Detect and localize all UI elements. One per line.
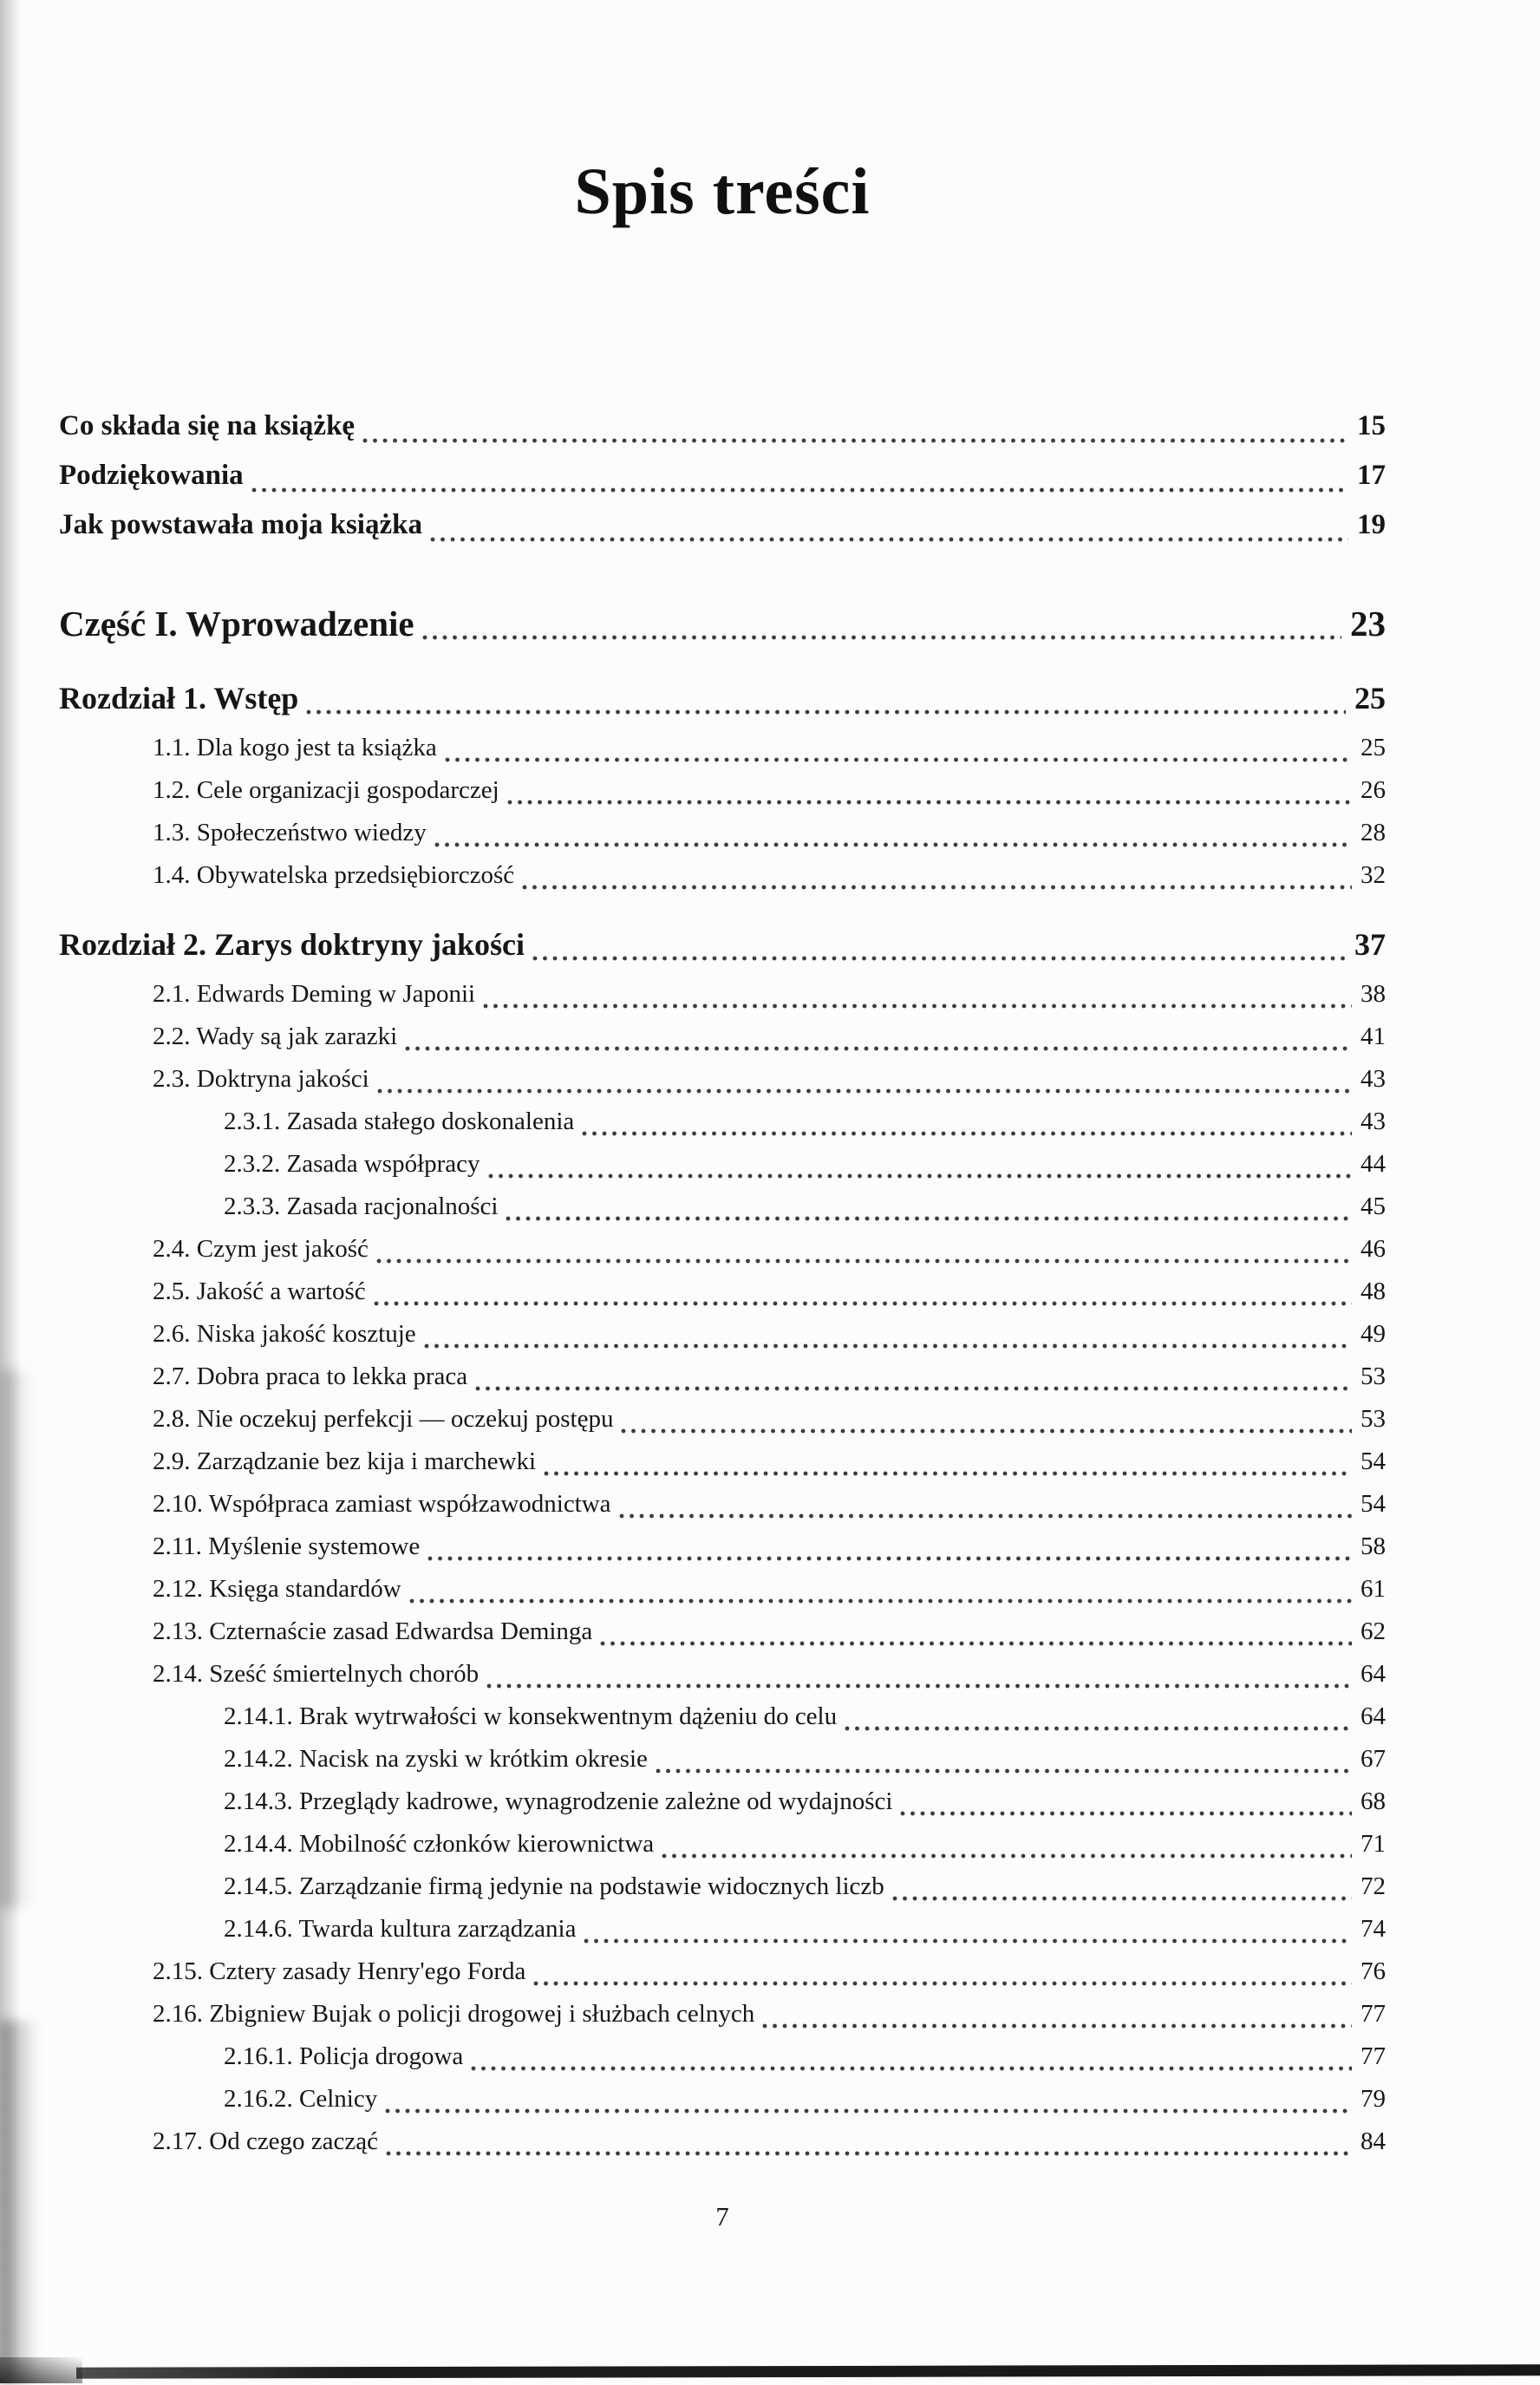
toc-entry	[59, 1313, 1386, 1356]
toc-entry-label: 1.3. Społeczeństwo wiedzy	[153, 819, 427, 846]
toc-entry-page: 61	[1361, 1575, 1386, 1603]
dot-leader	[532, 956, 1346, 961]
toc-entry-page: 71	[1361, 1830, 1386, 1858]
dot-leader	[900, 1811, 1352, 1816]
dot-leader	[533, 1981, 1352, 1986]
toc-entry-label: 2.1. Edwards Deming w Japonii	[153, 980, 476, 1008]
toc-entry-page: 23	[1350, 604, 1386, 644]
toc-entry	[59, 1823, 1386, 1866]
toc-entry-label: Jak powstawała moja książka	[59, 509, 422, 540]
toc-entry-page: 84	[1361, 2127, 1386, 2155]
dot-leader	[374, 1301, 1352, 1306]
dot-leader	[430, 537, 1348, 542]
dot-leader	[600, 1641, 1352, 1646]
toc-entry	[59, 1866, 1386, 1908]
toc-entry-page: 68	[1361, 1787, 1386, 1815]
toc-entry-page: 25	[1354, 681, 1386, 716]
toc-entry-label: 2.9. Zarządzanie bez kija i marchewki	[153, 1447, 537, 1475]
toc-entry	[59, 1483, 1386, 1526]
toc-entry-label: 1.1. Dla kogo jest ta książka	[153, 734, 437, 761]
dot-leader	[544, 1471, 1352, 1476]
dot-leader	[656, 1768, 1352, 1774]
scan-shadow-blotch	[0, 2021, 38, 2385]
toc-entry-page: 38	[1361, 980, 1386, 1008]
toc-entry-label: 2.8. Nie oczekuj perfekcji — oczekuj postępu	[153, 1405, 614, 1433]
toc-entry-page: 15	[1357, 410, 1386, 441]
dot-leader	[409, 1598, 1352, 1604]
toc-entry	[59, 1950, 1386, 1993]
toc-entry	[59, 451, 1386, 500]
toc-entry	[59, 812, 1386, 854]
dot-leader	[386, 2151, 1352, 2156]
toc-entry-label: Podziękowania	[59, 460, 244, 491]
dot-leader	[434, 842, 1352, 847]
toc-entry	[59, 727, 1386, 769]
dot-leader	[362, 438, 1348, 443]
toc-entry-label: 2.14.2. Nacisk na zyski w krótkim okresie	[224, 1745, 648, 1773]
toc-entry-label: 2.16. Zbigniew Bujak o policji drogowej i służbach celnych	[153, 2000, 755, 2028]
toc-entry	[59, 1143, 1386, 1186]
toc-entry-label: 2.14.5. Zarządzanie firmą jedynie na podstawie widocznych liczb	[224, 1872, 884, 1900]
toc-entry	[59, 1993, 1386, 2035]
page-title: Spis treści	[574, 155, 871, 228]
toc-entry-label: 2.2. Wady są jak zarazki	[153, 1023, 398, 1050]
dot-leader	[422, 635, 1341, 640]
dot-leader	[619, 1513, 1352, 1519]
toc-entry-page: 54	[1361, 1447, 1386, 1475]
toc-entry-label: 2.3.2. Zasada współpracy	[224, 1150, 480, 1178]
toc-entry-page: 26	[1361, 776, 1386, 804]
dot-leader	[762, 2023, 1352, 2029]
dot-leader	[488, 1173, 1352, 1179]
dot-leader	[376, 1258, 1352, 1264]
toc-entry-page: 58	[1361, 1532, 1386, 1560]
dot-leader	[892, 1896, 1352, 1901]
toc-entry	[59, 1016, 1386, 1058]
toc-entry	[59, 1781, 1386, 1823]
dot-leader	[251, 487, 1348, 493]
toc-entry	[59, 1101, 1386, 1143]
toc-entry-label: 2.3. Doktryna jakości	[153, 1065, 369, 1093]
toc-entry	[59, 2120, 1386, 2163]
toc-entry-page: 76	[1361, 1957, 1386, 1985]
dot-leader	[471, 2066, 1352, 2071]
toc-entry-page: 74	[1361, 1915, 1386, 1943]
toc-entry-label: 2.14.1. Brak wytrwałości w konsekwentnym dążeniu do celu	[224, 1702, 838, 1730]
toc-entry	[59, 1738, 1386, 1781]
dot-leader	[483, 1003, 1352, 1009]
toc-entry-label: 2.16.2. Celnicy	[224, 2085, 378, 2113]
toc-entry-label: 1.4. Obywatelska przedsiębiorczość	[153, 861, 515, 889]
dot-leader	[306, 709, 1346, 715]
toc-entry	[59, 1186, 1386, 1228]
toc-entry-label: Co składa się na książkę	[59, 410, 356, 441]
dot-leader	[427, 1556, 1352, 1561]
toc-entry	[59, 500, 1386, 550]
toc-entry-label: 2.14.3. Przeglądy kadrowe, wynagrodzenie zależne od wydajności	[224, 1787, 893, 1815]
toc-entry-label: Rozdział 2. Zarys doktryny jakości	[59, 927, 525, 962]
toc-entry-page: 25	[1361, 734, 1386, 761]
toc-entry	[59, 1908, 1386, 1950]
toc-entry	[59, 1441, 1386, 1483]
toc-entry	[59, 2078, 1386, 2120]
toc-entry	[59, 1398, 1386, 1441]
toc-entry-label: 2.4. Czym jest jakość	[153, 1235, 369, 1263]
toc-entry-label: 2.14. Sześć śmiertelnych chorób	[153, 1660, 480, 1688]
toc-entry-page: 45	[1361, 1192, 1386, 1220]
dot-leader	[385, 2108, 1352, 2114]
scan-shadow-blotch	[0, 1370, 31, 1908]
toc-entry-page: 72	[1361, 1872, 1386, 1900]
dot-leader	[445, 757, 1352, 762]
toc-entry-page: 28	[1361, 819, 1386, 846]
toc-entry-label: 2.17. Od czego zacząć	[153, 2127, 379, 2155]
toc-entry	[59, 1696, 1386, 1738]
dot-leader	[507, 800, 1352, 805]
dot-leader	[405, 1046, 1352, 1051]
toc-entry-page: 37	[1354, 927, 1386, 962]
toc-entry-page: 54	[1361, 1490, 1386, 1518]
toc-entry-page: 41	[1361, 1023, 1386, 1050]
toc-entry	[59, 597, 1386, 650]
toc-entry-page: 64	[1361, 1660, 1386, 1688]
scan-shadow-left	[0, 0, 21, 2383]
toc-entry-label: Część I. Wprowadzenie	[59, 604, 414, 644]
toc-entry	[59, 769, 1386, 812]
page-content	[59, 0, 1386, 2383]
toc-entry-label: 2.11. Myślenie systemowe	[153, 1532, 421, 1560]
toc-entry	[59, 1271, 1386, 1313]
dot-leader	[845, 1726, 1352, 1731]
toc-entry	[59, 1228, 1386, 1271]
dot-leader	[662, 1853, 1352, 1859]
toc-entry-label: 2.5. Jakość a wartość	[153, 1277, 366, 1305]
toc-entry-page: 48	[1361, 1277, 1386, 1305]
dot-leader	[584, 1938, 1352, 1944]
toc-entry-page: 43	[1361, 1108, 1386, 1135]
toc-entry-page: 64	[1361, 1702, 1386, 1730]
page-number: 7	[715, 2201, 729, 2231]
toc-entry-label: 2.12. Księga standardów	[153, 1575, 401, 1603]
dot-leader	[621, 1428, 1352, 1434]
toc-entry-page: 53	[1361, 1362, 1386, 1390]
toc-entry	[59, 919, 1386, 970]
toc-entry-page: 77	[1361, 2000, 1386, 2028]
toc-entry-page: 77	[1361, 2042, 1386, 2070]
toc-entry-page: 32	[1361, 861, 1386, 889]
toc-entry	[59, 1653, 1386, 1696]
dot-leader	[582, 1131, 1352, 1136]
toc-entry-label: 2.3.1. Zasada stałego doskonalenia	[224, 1108, 575, 1135]
toc-entry-label: 2.3.3. Zasada racjonalności	[224, 1192, 499, 1220]
toc-entry	[59, 973, 1386, 1016]
toc-entry-page: 44	[1361, 1150, 1386, 1178]
toc-entry	[59, 1611, 1386, 1653]
dot-leader	[377, 1088, 1352, 1094]
toc-entry-label: 2.10. Współpraca zamiast współzawodnictwa	[153, 1490, 611, 1518]
toc-entry-page: 49	[1361, 1320, 1386, 1348]
toc-list	[59, 402, 1386, 2163]
toc-entry-page: 17	[1357, 460, 1386, 491]
toc-entry-label: 2.16.1. Policja drogowa	[224, 2042, 464, 2070]
toc-entry-page: 19	[1357, 509, 1386, 540]
toc-entry	[59, 402, 1386, 451]
dot-leader	[424, 1343, 1352, 1349]
toc-entry-label: Rozdział 1. Wstęp	[59, 681, 299, 716]
toc-entry-label: 1.2. Cele organizacji gospodarczej	[153, 776, 499, 804]
toc-entry-label: 2.14.4. Mobilność członków kierownictwa	[224, 1830, 655, 1858]
toc-entry	[59, 854, 1386, 897]
toc-entry	[59, 1356, 1386, 1398]
toc-entry-page: 43	[1361, 1065, 1386, 1093]
dot-leader	[522, 885, 1352, 890]
toc-entry-page: 62	[1361, 1617, 1386, 1645]
dot-leader	[486, 1683, 1352, 1689]
toc-entry-page: 79	[1361, 2085, 1386, 2113]
toc-entry-page: 53	[1361, 1405, 1386, 1433]
toc-entry-label: 2.6. Niska jakość kosztuje	[153, 1320, 416, 1348]
toc-entry-label: 2.13. Czternaście zasad Edwardsa Deminga	[153, 1617, 593, 1645]
dot-leader	[475, 1386, 1352, 1391]
dot-leader	[506, 1216, 1352, 1221]
toc-entry-label: 2.14.6. Twarda kultura zarządzania	[224, 1915, 577, 1943]
toc-entry-label: 2.15. Cztery zasady Henry'ego Forda	[153, 1957, 526, 1985]
toc-entry	[59, 2035, 1386, 2078]
toc-entry	[59, 1568, 1386, 1611]
toc-entry	[59, 1526, 1386, 1568]
toc-entry-page: 67	[1361, 1745, 1386, 1773]
toc-entry	[59, 673, 1386, 723]
toc-entry	[59, 1058, 1386, 1101]
toc-entry-page: 46	[1361, 1235, 1386, 1263]
toc-entry-label: 2.7. Dobra praca to lekka praca	[153, 1362, 468, 1390]
